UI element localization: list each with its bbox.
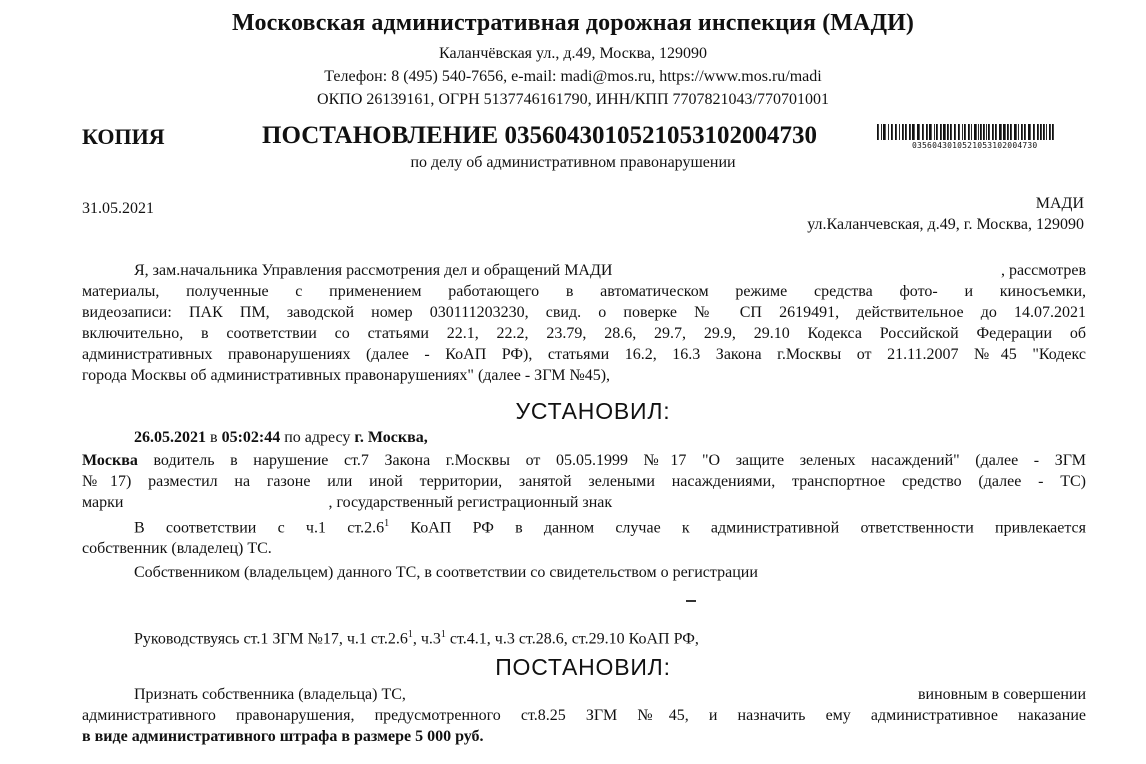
barcode-bar — [983, 124, 985, 140]
decided-line-3 — [82, 726, 1086, 747]
barcode-bar — [1040, 124, 1042, 140]
issuer-address: ул.Каланчевская, д.49, г. Москва, 129090 — [807, 216, 1084, 233]
barcode-bar — [999, 124, 1002, 140]
barcode-bar — [905, 124, 907, 140]
barcode-bar — [992, 124, 994, 140]
barcode-bar — [954, 124, 956, 140]
barcode-bar — [891, 124, 893, 140]
document-date: 31.05.2021 — [82, 200, 154, 217]
intro-line-6: города Москвы об административных правонарушениях" (далее - ЗГМ №45), — [82, 367, 611, 384]
copy-label: КОПИЯ — [82, 124, 165, 149]
guided-a: Руководствуясь ст.1 ЗГМ №17, ч.1 ст.2.6 — [134, 630, 408, 648]
barcode-bar — [1024, 124, 1026, 140]
offense-datetime-line — [82, 427, 1086, 448]
barcode-bar — [877, 124, 879, 140]
established-line-5b: КоАП РФ в данном случае к административной ответственности привлекается — [389, 519, 1086, 537]
barcode-bar — [1052, 124, 1054, 140]
decided-line-2: административного правонарушения, предусмотренного ст.8.25 ЗГМ №45, и назначить ему административное наказание — [82, 707, 1086, 724]
guided-b: , ч.3 — [412, 630, 441, 648]
organization-address: Каланчёвская ул., д.49, Москва, 129090 — [438, 45, 708, 62]
barcode-bar — [1033, 124, 1035, 140]
barcode-bar — [1028, 124, 1031, 140]
barcode-bar — [917, 124, 920, 140]
intro-line-3: видеозаписи: ПАК ПМ, заводской номер 030111203230, свид. о поверке № СП 2619491, действительное до 14.07.2021 — [82, 304, 1086, 321]
decided-heading: ПОСТАНОВИЛ: — [495, 654, 671, 680]
barcode-bar — [978, 124, 979, 140]
intro-line-1b: , рассмотрев — [1000, 262, 1086, 279]
established-line-6: собственник (владелец) ТС. — [82, 540, 272, 558]
established-paragraph — [82, 427, 1086, 583]
established-line-5a: В соответствии с ч.1 ст.2.6 — [134, 519, 385, 537]
barcode-bar — [958, 124, 960, 140]
offense-addr-prefix: по адресу — [280, 429, 355, 446]
guided-sup-1: 1 — [407, 629, 413, 640]
barcode-bar — [909, 124, 911, 140]
offense-time: 05:02:44 — [221, 429, 281, 446]
barcode-bar — [1014, 124, 1017, 140]
established-line-4 — [82, 492, 1086, 513]
barcode-bar — [936, 124, 938, 140]
barcode-bar — [947, 124, 949, 140]
barcode-bar — [964, 124, 966, 140]
barcode-bar — [1049, 124, 1051, 140]
intro-line-4: включительно, в соответствии со статьями 22.1, 22.2, 23.79, 28.6, 29.7, 29.9, 29.10 Кодекса Российской Федерации об — [82, 325, 1086, 342]
barcode-bar — [1010, 124, 1012, 140]
barcode-bar — [912, 124, 915, 140]
issuer-name: МАДИ — [1035, 195, 1084, 212]
barcode-bar — [980, 124, 982, 140]
offense-date: 26.05.2021 — [134, 429, 206, 446]
resolution-title: ПОСТАНОВЛЕНИЕ 0356043010521053102004730 — [262, 122, 817, 149]
barcode-bar — [988, 124, 990, 140]
barcode-bar — [899, 124, 900, 140]
barcode-bar — [883, 124, 886, 140]
barcode-bar — [962, 124, 963, 140]
barcode-bar — [986, 124, 987, 140]
offense-city-2: Москва — [82, 452, 138, 469]
guided-by-line — [134, 624, 699, 649]
barcode-bar — [971, 124, 972, 140]
barcode-bar — [922, 124, 924, 140]
established-line-5 — [82, 513, 1086, 538]
decided-line-1b: виновным в совершении — [918, 686, 1086, 703]
intro-line-1a: Я, зам.начальника Управления рассмотрения дел и обращений МАДИ — [134, 262, 613, 279]
barcode-number: 0356043010521053102004730 — [912, 141, 1038, 150]
vehicle-make-label: марки — [82, 494, 124, 511]
barcode-bar — [934, 124, 935, 140]
plate-label: , государственный регистрационный знак — [328, 494, 613, 511]
scan-mark — [686, 600, 696, 602]
barcode-bar — [1018, 124, 1019, 140]
barcode-bar — [902, 124, 904, 140]
barcode-bar — [926, 124, 928, 140]
barcode-bar — [943, 124, 946, 140]
guided-sup-2: 1 — [440, 629, 446, 640]
decided-line-1a: Признать собственника (владельца) ТС, — [134, 686, 406, 703]
barcode-bar — [888, 124, 889, 140]
established-line-3: №17) разместил на газоне или иной территории, занятой зелеными насаждениями, транспортное средство (далее - ТС) — [82, 473, 1086, 490]
organization-contacts: Телефон: 8 (495) 540-7656, e-mail: madi@mos.ru, https://www.mos.ru/madi — [324, 68, 822, 85]
intro-paragraph — [82, 260, 1086, 386]
barcode-bar — [1007, 124, 1009, 140]
decided-paragraph — [82, 684, 1086, 747]
offense-in: в — [206, 429, 222, 446]
decided-line-3a: в виде — [82, 728, 132, 745]
barcode-bar — [940, 124, 942, 140]
organization-name: Московская административная дорожная инспекция (МАДИ) — [232, 10, 914, 36]
intro-line-2: материалы, полученные с применением работающего в автоматическом режиме средства фото- и киносъемки, — [82, 283, 1086, 300]
barcode-image — [877, 124, 1057, 140]
organization-codes: ОКПО 26139161, ОГРН 5137746161790, ИНН/КПП 7707821043/770701001 — [317, 91, 829, 108]
barcode-bar — [881, 124, 882, 140]
established-line-7: Собственником (владельцем) данного ТС, в соответствии со свидетельством о регистрации — [134, 564, 758, 582]
barcode-bar — [929, 124, 932, 140]
barcode-bar — [1037, 124, 1039, 140]
barcode-bar — [995, 124, 997, 140]
barcode-bar — [1046, 124, 1047, 140]
fine-amount: административного штрафа в размере 5 000 руб. — [131, 728, 484, 745]
established-heading: УСТАНОВИЛ: — [515, 398, 671, 424]
intro-line-5: административных правонарушениях (далее - КоАП РФ), статьями 16.2, 16.3 Закона г.Москвы от 21.11.2007 №45 "Кодекс — [82, 346, 1086, 363]
barcode-bar — [974, 124, 977, 140]
barcode-bar — [1021, 124, 1023, 140]
guided-c: ст.4.1, ч.3 ст.28.6, ст.29.10 КоАП РФ, — [445, 630, 699, 648]
established-line-2 — [82, 450, 1086, 471]
barcode-bar — [950, 124, 952, 140]
offense-city: г. Москва, — [354, 429, 428, 446]
barcode-bar — [1043, 124, 1045, 140]
resolution-subtitle: по делу об административном правонарушении — [410, 154, 736, 171]
barcode-bar — [895, 124, 897, 140]
barcode-bar — [1003, 124, 1006, 140]
superscript-1: 1 — [384, 518, 390, 529]
barcode-bar — [968, 124, 970, 140]
established-line-2-rest: водитель в нарушение ст.7 Закона г.Москвы от 05.05.1999 №17 "О защите зеленых насаждений" (далее - ЗГМ — [137, 452, 1086, 469]
